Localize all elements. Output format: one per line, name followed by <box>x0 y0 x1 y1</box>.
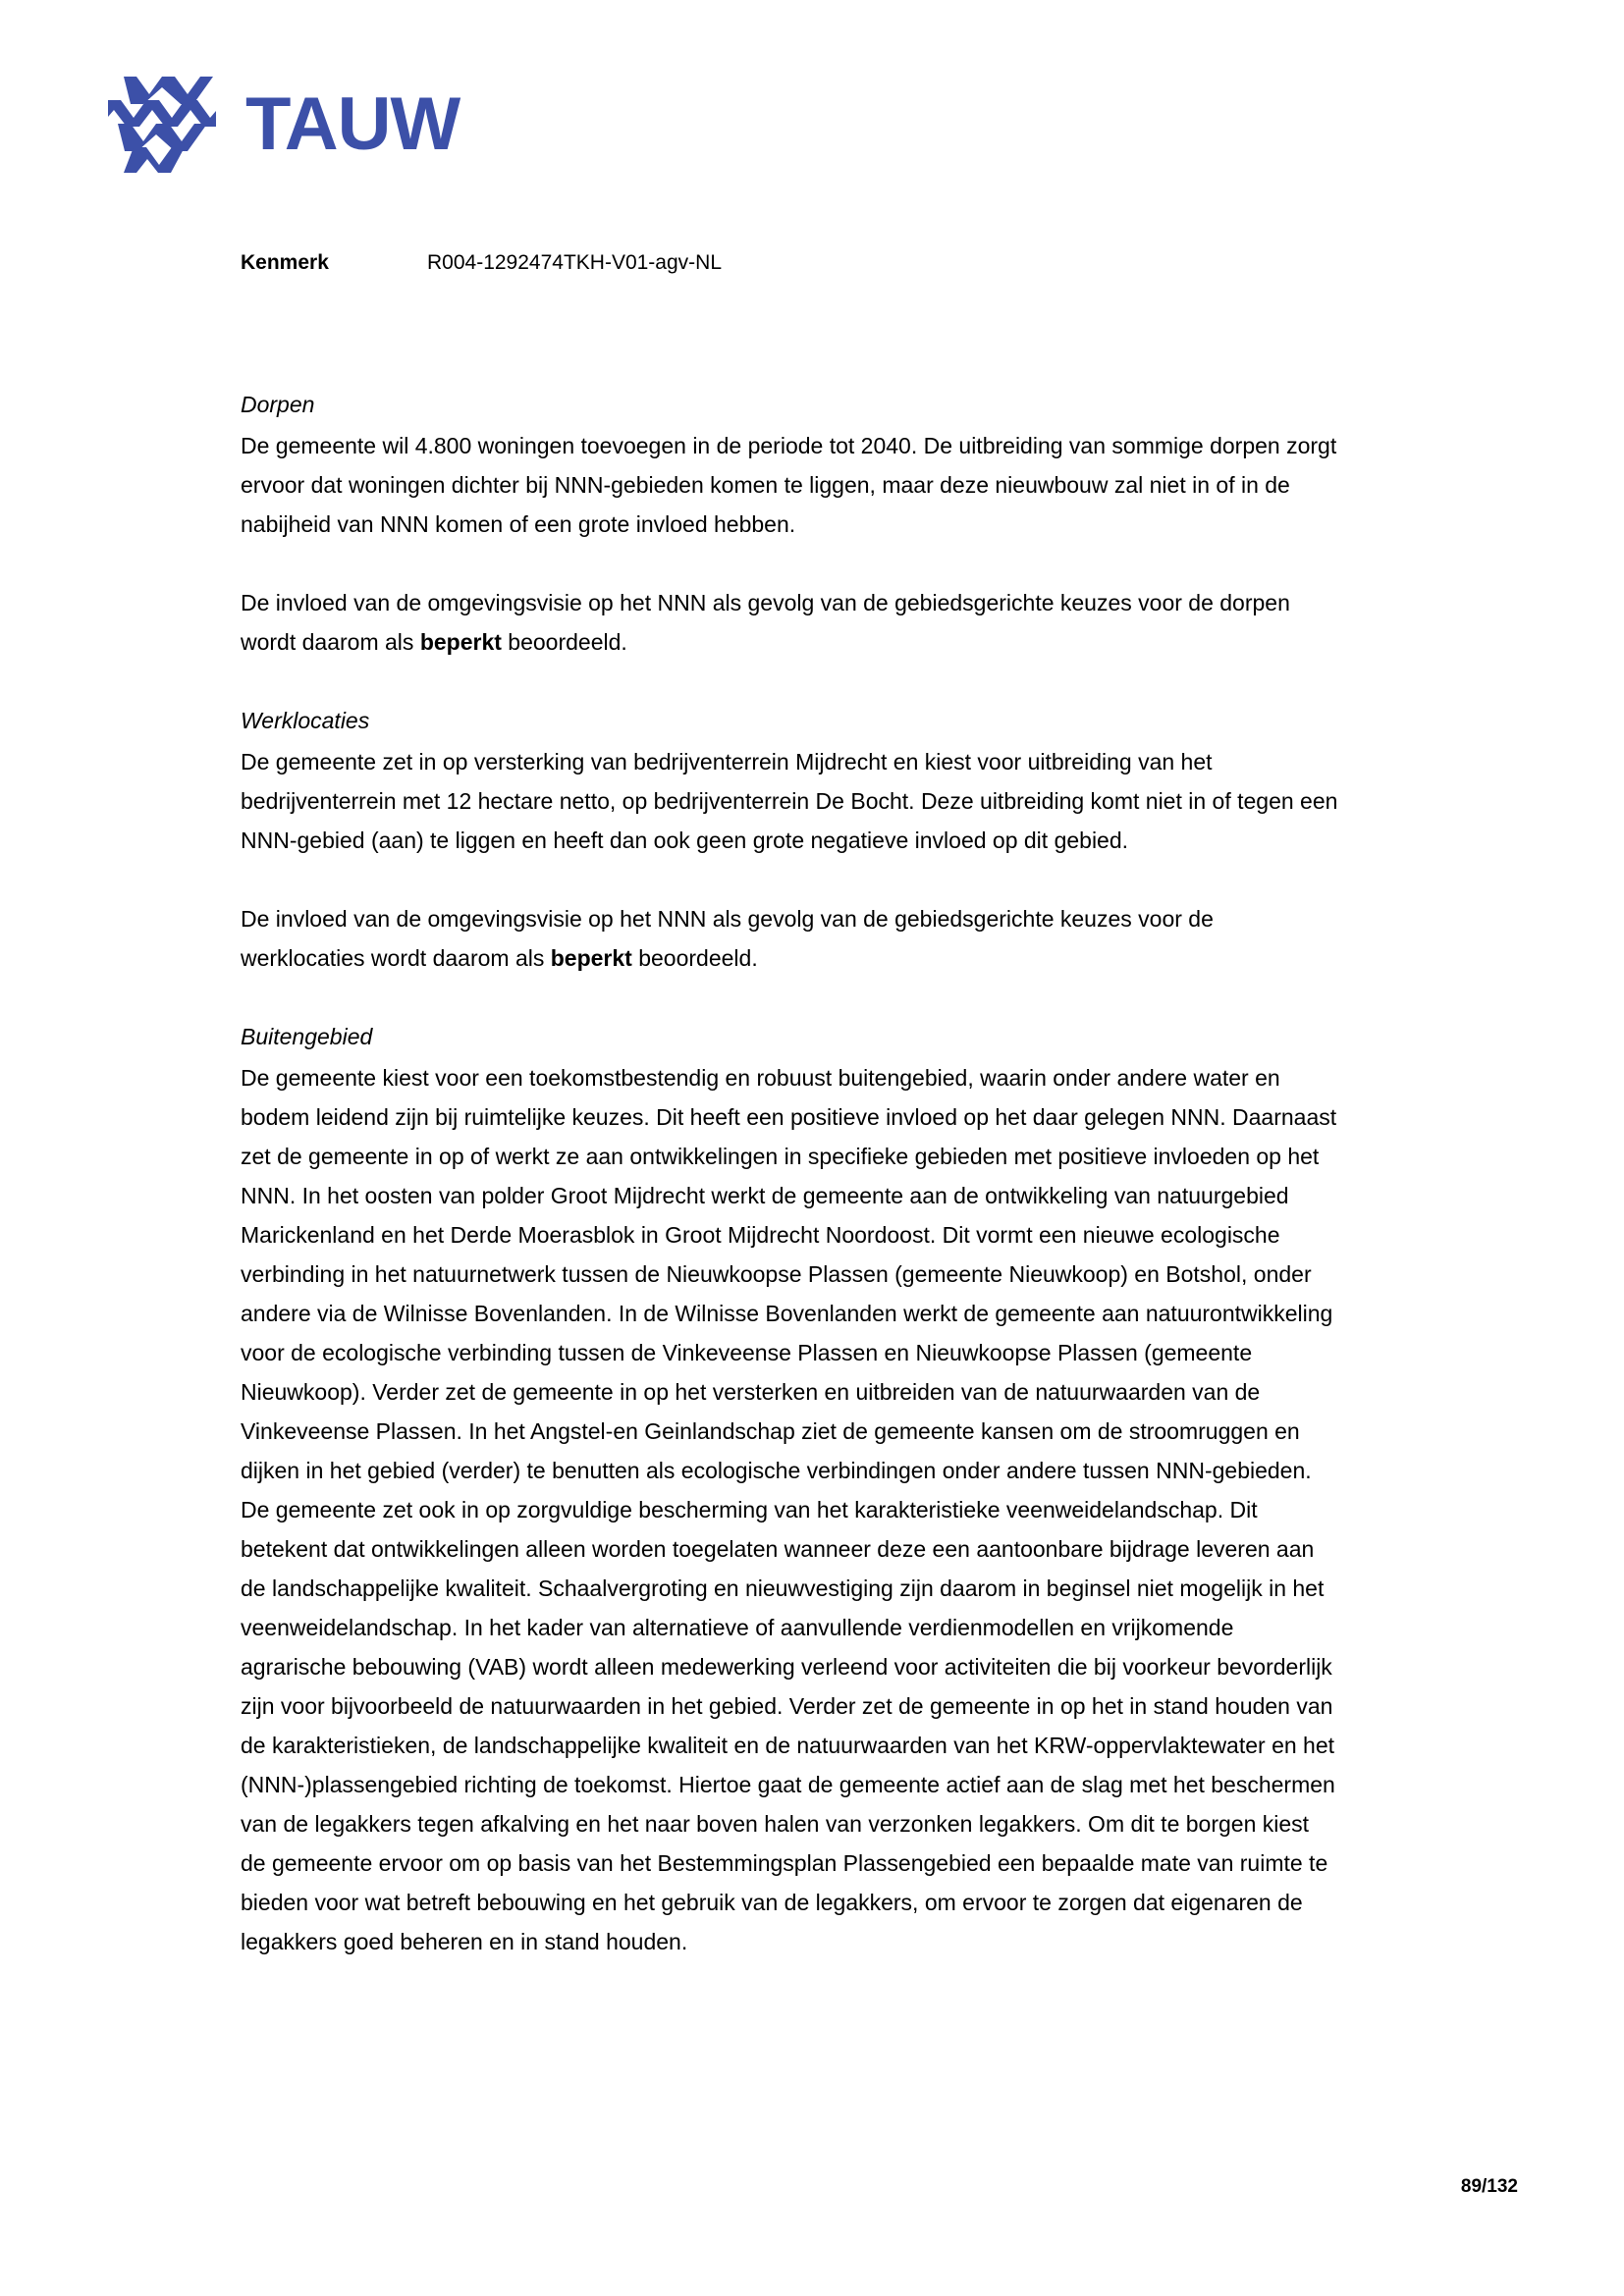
paragraph-text: De gemeente kiest voor een toekomstbestendig en robuust buitengebied, waarin onder andere water en bodem leidend zijn bij ruimtelijke keuzes. Dit heeft een positieve invloed op het daar gelegen NNN. Daarnaast zet de gemeente in op of werkt ze aan ontwikkelingen in specifieke gebieden met positieve invloeden op het NNN. In het oosten van polder Groot Mijdrecht werkt de gemeente aan de ontwikkeling van natuurgebied Marickenland en het Derde Moerasblok in Groot Mijdrecht Noordoost. Dit vormt een nieuwe ecologische verbinding in het natuurnetwerk tussen de Nieuwkoopse Plassen (gemeente Nieuwkoop) en Botshol, onder andere via de Wilnisse Bovenlanden. In de Wilnisse Bovenlanden werkt de gemeente aan natuurontwikkeling voor de ecologische verbinding tussen de Vinkeveense Plassen en Nieuwkoopse Plassen (gemeente Nieuwkoop). Verder zet de gemeente in op het versterken en uitbreiden van de natuurwaarden van de Vinkeveense Plassen. In het Angstel-en Geinlandschap ziet de gemeente kansen om de stroomruggen en dijken in het gebied (verder) te benutten als ecologische verbindingen onder andere tussen NNN-gebieden. De gemeente zet ook in op zorgvuldige bescherming van het karakteristieke veenweidelandschap. Dit betekent dat ontwikkelingen alleen worden toegelaten wanneer deze een aantoonbare bijdrage leveren aan de landschappelijke kwaliteit. Schaalvergroting en nieuwvestiging zijn daarom in beginsel niet mogelijk in het veenweidelandschap. In het kader van alternatieve of aanvullende verdienmodellen en vrijkomende agrarische bebouwing (VAB) wordt alleen medewerking verleend voor activiteiten die bij voorkeur bevorderlijk zijn voor bijvoorbeeld de natuurwaarden in het gebied. Verder zet de gemeente in op het in stand houden van de karakteristieken, de landschappelijke kwaliteit en de natuurwaarden van het KRW-oppervlaktewater en het (NNN-)plassengebied richting de toekomst. Hiertoe gaat de gemeente actief aan de slag met het beschermen van de legakkers tegen afkalving en het naar boven halen van verzonken legakkers. Om dit te borgen kiest de gemeente ervoor om op basis van het Bestemmingsplan Plassengebied een bepaalde mate van ruimte te bieden voor wat betreft bebouwing en het gebruik van de legakkers, om ervoor te zorgen dat eigenaren de legakkers goed beheren en in stand houden. <box>241 1065 1337 1954</box>
paragraph-text: beoordeeld. <box>631 945 758 971</box>
paragraph-text: beoordeeld. <box>501 629 627 655</box>
emphasis-text: beperkt <box>550 945 632 971</box>
section-heading: Dorpen <box>241 392 315 417</box>
body-paragraph <box>241 426 1338 544</box>
tauw-logo <box>104 71 460 179</box>
kenmerk-row <box>241 250 722 275</box>
paragraph-text: De gemeente zet in op versterking van bedrijventerrein Mijdrecht en kiest voor uitbreiding van het bedrijventerrein met 12 hectare netto, op bedrijventerrein De Bocht. Deze uitbreiding komt niet in of tegen een NNN-gebied (aan) te liggen en heeft dan ook geen grote negatieve invloed op dit gebied. <box>241 749 1338 853</box>
body-paragraph <box>241 1058 1338 1961</box>
body-paragraph <box>241 583 1338 662</box>
paragraph-spacer <box>241 544 1338 583</box>
tauw-chevron-lattice-logo-icon <box>104 71 220 179</box>
section-heading: Buitengebied <box>241 1024 373 1049</box>
paragraph-text: De invloed van de omgevingsvisie op het NNN als gevolg van de gebiedsgerichte keuzes voor de dorpen wordt daarom als <box>241 590 1290 655</box>
emphasis-text: beperkt <box>419 629 502 655</box>
paragraph-text: De invloed van de omgevingsvisie op het NNN als gevolg van de gebiedsgerichte keuzes voor de werklocaties wordt daarom als <box>241 906 1214 971</box>
body-paragraph <box>241 742 1338 860</box>
section-spacer <box>241 662 1338 701</box>
page-number: 89/132 <box>1460 2176 1518 2197</box>
section-spacer <box>241 978 1338 1017</box>
section-heading: Werklocaties <box>241 708 370 733</box>
kenmerk-label: Kenmerk <box>241 251 329 274</box>
document-body <box>241 385 1338 1961</box>
kenmerk-value: R004-1292474TKH-V01-agv-NL <box>427 251 722 274</box>
brand-wordmark: TAUW <box>245 82 460 166</box>
paragraph-spacer <box>241 860 1338 899</box>
paragraph-text: De gemeente wil 4.800 woningen toevoegen in de periode tot 2040. De uitbreiding van sommige dorpen zorgt ervoor dat woningen dichter bij NNN-gebieden komen te liggen, maar deze nieuwbouw zal niet in of in de nabijheid van NNN komen of een grote invloed hebben. <box>241 433 1337 537</box>
body-paragraph <box>241 899 1338 978</box>
